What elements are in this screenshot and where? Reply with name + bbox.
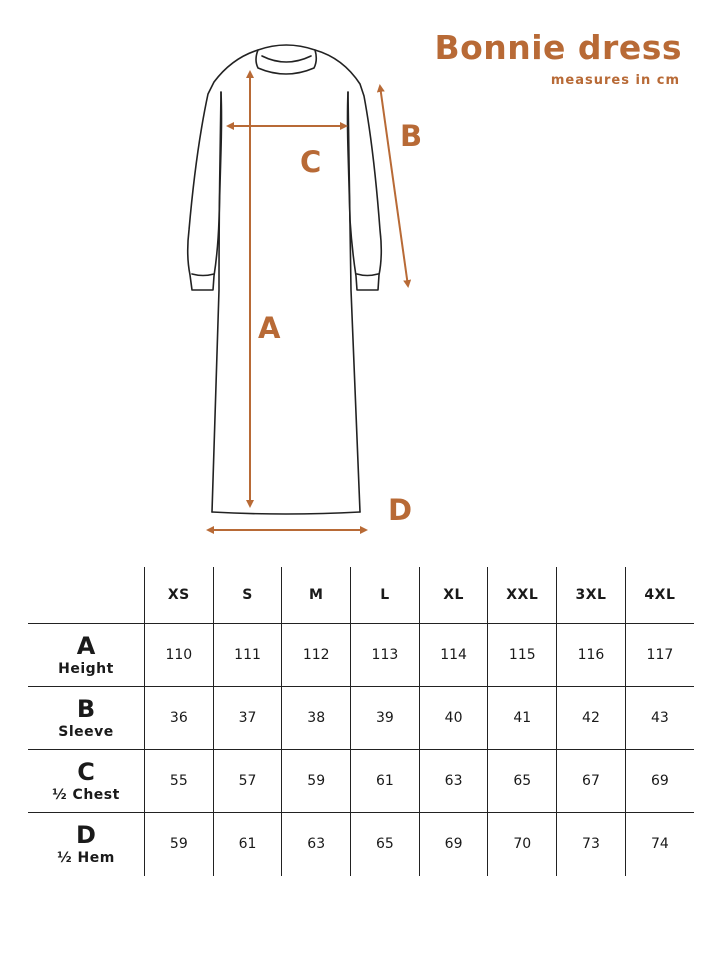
- row-header: [28, 813, 145, 876]
- row-name: ½ Chest: [52, 787, 120, 803]
- size-chart-table: [28, 567, 694, 876]
- table-cell: 65: [488, 750, 557, 813]
- table-cell: 37: [213, 687, 282, 750]
- table-cell: 112: [282, 624, 351, 687]
- measure-d-label: D: [388, 493, 413, 527]
- measure-b-label: B: [400, 119, 423, 153]
- table-row: [28, 750, 694, 813]
- row-name: ½ Hem: [57, 850, 115, 867]
- row-letter: A: [76, 632, 96, 660]
- table-row: [28, 813, 694, 876]
- table-cell: 63: [419, 750, 488, 813]
- table-cell: 42: [557, 687, 626, 750]
- table-cell: 57: [213, 750, 282, 813]
- table-cell: 69: [625, 750, 694, 813]
- table-cell: 74: [625, 813, 694, 876]
- hem: [212, 512, 360, 514]
- table-cell: 67: [557, 750, 626, 813]
- table-header-row: [28, 567, 694, 624]
- measure-a-label: A: [258, 311, 281, 345]
- size-header: 3XL: [557, 567, 626, 624]
- table-row: [28, 687, 694, 750]
- measure-b-line: [380, 86, 408, 286]
- table-cell: 110: [145, 624, 214, 687]
- row-header: [28, 624, 145, 687]
- measure-c-label: C: [300, 145, 322, 179]
- table-row: [28, 624, 694, 687]
- measure-lines: [208, 72, 408, 530]
- table-cell: 43: [625, 687, 694, 750]
- table-cell: 36: [145, 687, 214, 750]
- table-cell: 59: [145, 813, 214, 876]
- row-header: [28, 750, 145, 813]
- row-letter: C: [77, 758, 95, 786]
- table-cell: 55: [145, 750, 214, 813]
- body-left: [212, 92, 221, 512]
- size-header: L: [351, 567, 420, 624]
- size-header: XS: [145, 567, 214, 624]
- table-cell: 59: [282, 750, 351, 813]
- size-header: XL: [419, 567, 488, 624]
- table-cell: 114: [419, 624, 488, 687]
- table-cell: 69: [419, 813, 488, 876]
- size-header: M: [282, 567, 351, 624]
- table-cell: 61: [351, 750, 420, 813]
- size-header: S: [213, 567, 282, 624]
- body-right: [348, 92, 360, 512]
- table-cell: 63: [282, 813, 351, 876]
- table-cell: 39: [351, 687, 420, 750]
- right-cuff: [357, 274, 378, 276]
- units-note: measures in cm: [550, 73, 680, 88]
- table-cell: 111: [213, 624, 282, 687]
- left-sleeve: [188, 50, 258, 290]
- left-cuff: [192, 274, 214, 276]
- collar-inner: [262, 56, 311, 62]
- row-header: [28, 687, 145, 750]
- page-title: Bonnie dress: [434, 28, 682, 67]
- right-sleeve: [315, 50, 381, 290]
- dress-outline: [188, 45, 382, 514]
- size-header: 4XL: [625, 567, 694, 624]
- table-cell: 65: [351, 813, 420, 876]
- table-cell: 73: [557, 813, 626, 876]
- table-cell: 38: [282, 687, 351, 750]
- table-cell: 41: [488, 687, 557, 750]
- collar-outer: [256, 45, 316, 74]
- table-cell: 117: [625, 624, 694, 687]
- row-letter: B: [76, 695, 96, 723]
- table-cell: 115: [488, 624, 557, 687]
- table-cell: 116: [557, 624, 626, 687]
- table-cell: 113: [351, 624, 420, 687]
- size-header: XXL: [488, 567, 557, 624]
- row-letter: D: [76, 821, 96, 850]
- table-cell: 61: [213, 813, 282, 876]
- table-corner-cell: [28, 567, 145, 624]
- row-name: Height: [58, 661, 114, 677]
- row-name: Sleeve: [58, 724, 114, 740]
- table-cell: 70: [488, 813, 557, 876]
- table-cell: 40: [419, 687, 488, 750]
